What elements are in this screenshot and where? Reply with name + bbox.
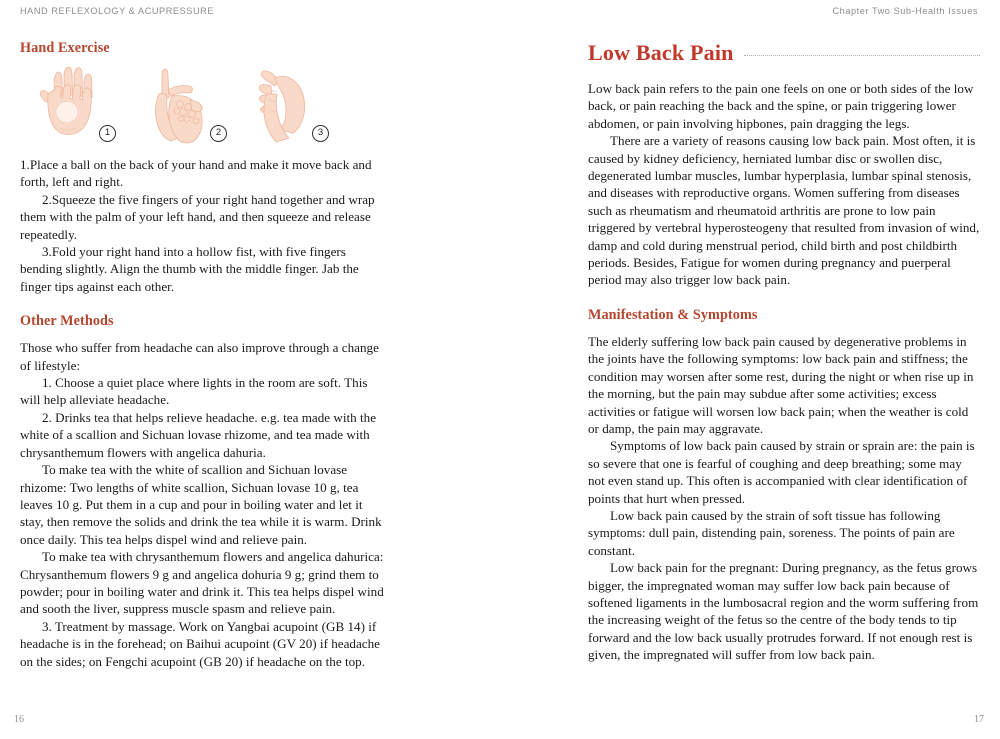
folio-right: 17: [974, 714, 984, 725]
hand-exercise-step-2: 2.Squeeze the five fingers of your right hand together and wrap them with the palm of your left hand, and then squeeze and release repeatedly.: [20, 191, 375, 242]
symptoms-soft-tissue: Low back pain caused by the strain of soft tissue has following symptoms: dull pain, distending pain, soreness. The points of pain are constant.: [588, 507, 955, 558]
right-page-column: [588, 40, 980, 664]
heading-other-methods: Other Methods: [20, 313, 114, 330]
heading-manifestation-symptoms: Manifestation & Symptoms: [588, 306, 758, 323]
symptoms-strain-sprain: Symptoms of low back pain caused by strain or sprain are: the pain is so severe that one is fearful of coughing and deep breathing; some may not even stand up. This often is accompanied with clear identification of points that hurt when pressed.: [588, 438, 975, 506]
figure-open-hand-with-ball: [24, 66, 128, 144]
chapter-heading-block: [588, 40, 980, 66]
hand-exercise-figures: [20, 66, 386, 144]
other-methods-item-3: 3. Treatment by massage. Work on Yangbai acupoint (GB 14) if headache is in the forehead; on Baihui acupoint (GV 20) if headache on the sides; on Fengchi acupoint (GB 20) if headache on the top.: [20, 618, 381, 669]
figure-number-2: 2: [210, 125, 227, 142]
heading-hand-exercise: Hand Exercise: [20, 40, 110, 56]
other-methods-item-2: 2. Drinks tea that helps relieve headache. e.g. tea made with the white of a scallion and Sichuan lovase rhizome, and tea made with chrysanthemum flowers with angelica dahuria.: [20, 409, 377, 460]
folio-left: 16: [14, 714, 24, 725]
low-back-pain-definition: Low back pain refers to the pain one feels on one or both sides of the low back, or pain reaching the back and the spine, or pain triggering lower abdomen, or pain involving hipbones, pain dragging the legs.: [588, 81, 974, 131]
other-methods-intro: Those who suffer from headache can also improve through a change of lifestyle:: [20, 340, 379, 373]
figure-two-hands-squeezing: [132, 66, 236, 144]
running-head-right: Chapter Two Sub-Health Issues: [832, 6, 978, 16]
hand-exercise-step-1: 1.Place a ball on the back of your hand and make it move back and forth, left and right.: [20, 157, 372, 190]
symptoms-elderly: The elderly suffering low back pain caused by degenerative problems in the joints have the following symptoms: low back pain and stiffness; the condition may worsen after some rest, during the night or when rise up in the morning, but the pain may subdue after some activities; excess activities or fatigue will worsen low back pain; when the weather is cold or damp, the pain may aggravate.: [588, 333, 974, 436]
heading-dotted-rule: [744, 55, 980, 57]
chapter-heading-low-back-pain: Low Back Pain: [588, 40, 734, 65]
other-methods-tea-recipe-chrysanthemum: To make tea with chrysanthemum flowers and angelica dahurica: Chrysanthemum flowers 9 g and angelica dohuria 9 g; grind them to powder; pour in boiling water and drink it. This tea helps dispel wind and sooth the liver, suppress muscle spasm and relieve pain.: [20, 549, 384, 617]
other-methods-tea-recipe-scallion: To make tea with the white of scallion and Sichuan lovase rhizome: Two lengths of white scallion, Sichuan lovase 10 g, tea leaves 10 g. Put them in a cup and pour in boiling water and let it stay, then remove the solids and drink the tea while it is warm. Drink once daily. This tea helps dispel wind and relieve pain.: [20, 462, 382, 547]
right-page: [500, 0, 1000, 739]
running-head-left: HAND REFLEXOLOGY & ACUPRESSURE: [20, 6, 215, 16]
low-back-pain-causes: There are a variety of reasons causing low back pain. Most often, it is caused by kidney deficiency, herniated lumbar disc or swollen disc, degenerated lumbar muscles, lumbar hyperplasia, lumbar spinal stenosis, and diseases with reproductive organs. Women suffering from diseases such as rheumatism and rheumatoid arthritis are prone to low pain triggered by vertebral hyperosteogeny that resulted from invasion of wind, damp and cold during menstrual period, child birth and post childbirth periods. Besides, Fatigue for women during pregnancy and puerperal period may also trigger low back pain.: [588, 133, 980, 288]
symptoms-pregnancy: Low back pain for the pregnant: During pregnancy, as the fetus grows bigger, the impregnated woman may suffer low back pain because of softened ligaments in the lumbosacral region and the worm suffering from the increasing weight of the fetus so the centre of the body tends to tip forward and the low back usually protrudes forward. If not enough rest is given, the impregnated will suffer from low back pain.: [588, 560, 979, 663]
figure-number-3: 3: [312, 125, 329, 142]
hand-exercise-step-3: 3.Fold your right hand into a hollow fist, with five fingers bending slightly. Align the thumb with the middle finger. Jab the finger tips against each other.: [20, 244, 359, 294]
other-methods-item-1: 1. Choose a quiet place where lights in the room are soft. This will help alleviate headache.: [20, 375, 368, 408]
figure-number-1: 1: [99, 125, 116, 142]
figure-hollow-fist: [240, 66, 344, 144]
left-page-column: [20, 40, 386, 670]
